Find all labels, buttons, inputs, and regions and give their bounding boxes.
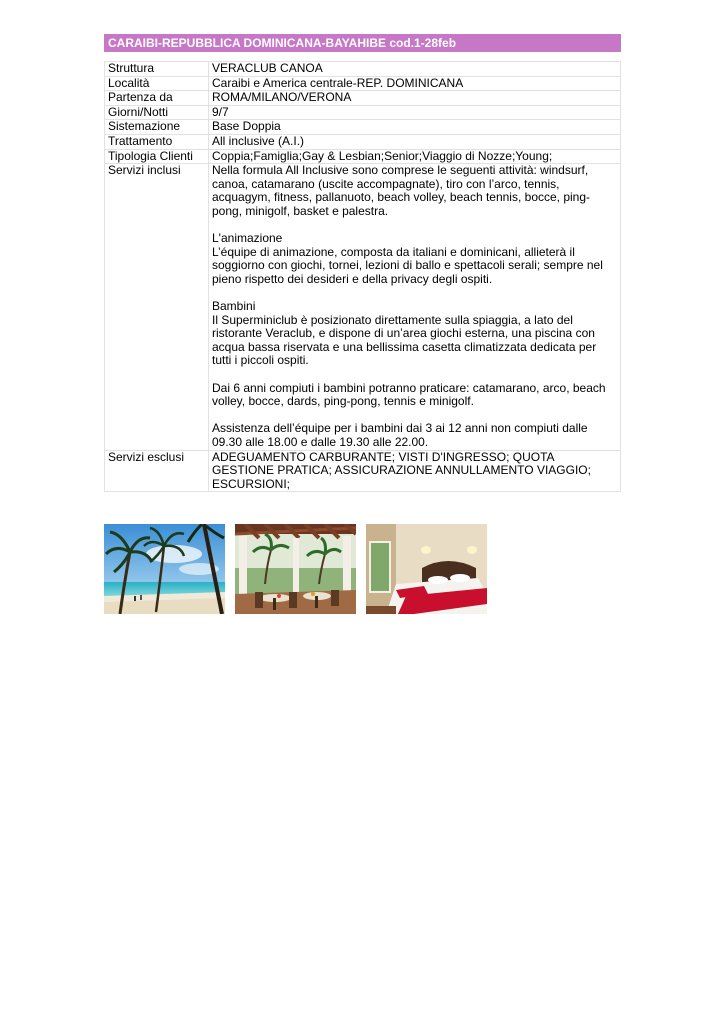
paragraph-attivita-bambini: Dai 6 anni compiuti i bambini potranno praticare: catamarano, arco, beach volley, bocce, dards, ping-pong, tennis e minigolf.	[212, 380, 606, 409]
beach-palms-photo	[104, 524, 225, 614]
paragraph-bambini: Bambini Il Superminiclub è posizionato direttamente sulla spiaggia, a lato del ristorante Veraclub, e dispone di un’area giochi esterna, una piscina con acqua bassa riservata e una bellissima casetta climatizzata dedicata per tutti i piccoli ospiti.	[212, 299, 597, 368]
value-struttura: VERACLUB CANOA	[209, 62, 621, 77]
terrace-restaurant-photo	[235, 524, 356, 614]
value-sistemazione: Base Doppia	[209, 120, 621, 135]
hotel-bedroom-photo	[366, 524, 487, 614]
table-row	[105, 450, 621, 492]
value-trattamento: All inclusive (A.I.)	[209, 134, 621, 149]
label-servizi-inclusi: Servizi inclusi	[105, 164, 209, 450]
table-row	[105, 120, 621, 135]
label-tipologia-clienti: Tipologia Clienti	[105, 149, 209, 164]
value-localita: Caraibi e America centrale-REP. DOMINICANA	[209, 76, 621, 91]
value-giorni-notti: 9/7	[209, 105, 621, 120]
label-sistemazione: Sistemazione	[105, 120, 209, 135]
value-servizi-esclusi: ADEGUAMENTO CARBURANTE; VISTI D'INGRESSO; QUOTA GESTIONE PRATICA; ASSICURAZIONE ANNULLAMENTO VIAGGIO; ESCURSIONI;	[209, 450, 621, 492]
label-giorni-notti: Giorni/Notti	[105, 105, 209, 120]
label-servizi-esclusi: Servizi esclusi	[105, 450, 209, 492]
table-row	[105, 76, 621, 91]
table-row	[105, 134, 621, 149]
value-partenza: ROMA/MILANO/VERONA	[209, 91, 621, 106]
value-servizi-inclusi	[209, 164, 621, 450]
paragraph-assistenza: Assistenza dell’équipe per i bambini dai 3 ai 12 anni non compiuti dalle 09.30 alle 18.00 e dalle 19.30 alle 22.00.	[212, 421, 588, 450]
label-struttura: Struttura	[105, 62, 209, 77]
details-table	[104, 61, 621, 492]
label-localita: Località	[105, 76, 209, 91]
table-row	[105, 105, 621, 120]
paragraph-all-inclusive: Nella formula All Inclusive sono comprese le seguenti attività: windsurf, canoa, catamarano (uscite accompagnate), tiro con l’arco, tennis, acquagym, fitness, pallanuoto, beach volley, beach tennis, bocce, ping-pong, minigolf, basket e palestra.	[212, 163, 591, 218]
table-row	[105, 62, 621, 77]
label-partenza: Partenza da	[105, 91, 209, 106]
table-row	[105, 149, 621, 164]
paragraph-animazione: L'animazione L’équipe di animazione, composta da italiani e dominicani, allieterà il soggiorno con giochi, tornei, lezioni di ballo e spettacoli serali; sempre nel pieno rispetto dei desideri e della privacy degli ospiti.	[212, 231, 603, 286]
value-tipologia-clienti: Coppia;Famiglia;Gay & Lesbian;Senior;Viaggio di Nozze;Young;	[209, 149, 621, 164]
table-row	[105, 164, 621, 450]
table-row	[105, 91, 621, 106]
page-title: CARAIBI-REPUBBLICA DOMINICANA-BAYAHIBE cod.1-28feb	[104, 34, 621, 52]
label-trattamento: Trattamento	[105, 134, 209, 149]
